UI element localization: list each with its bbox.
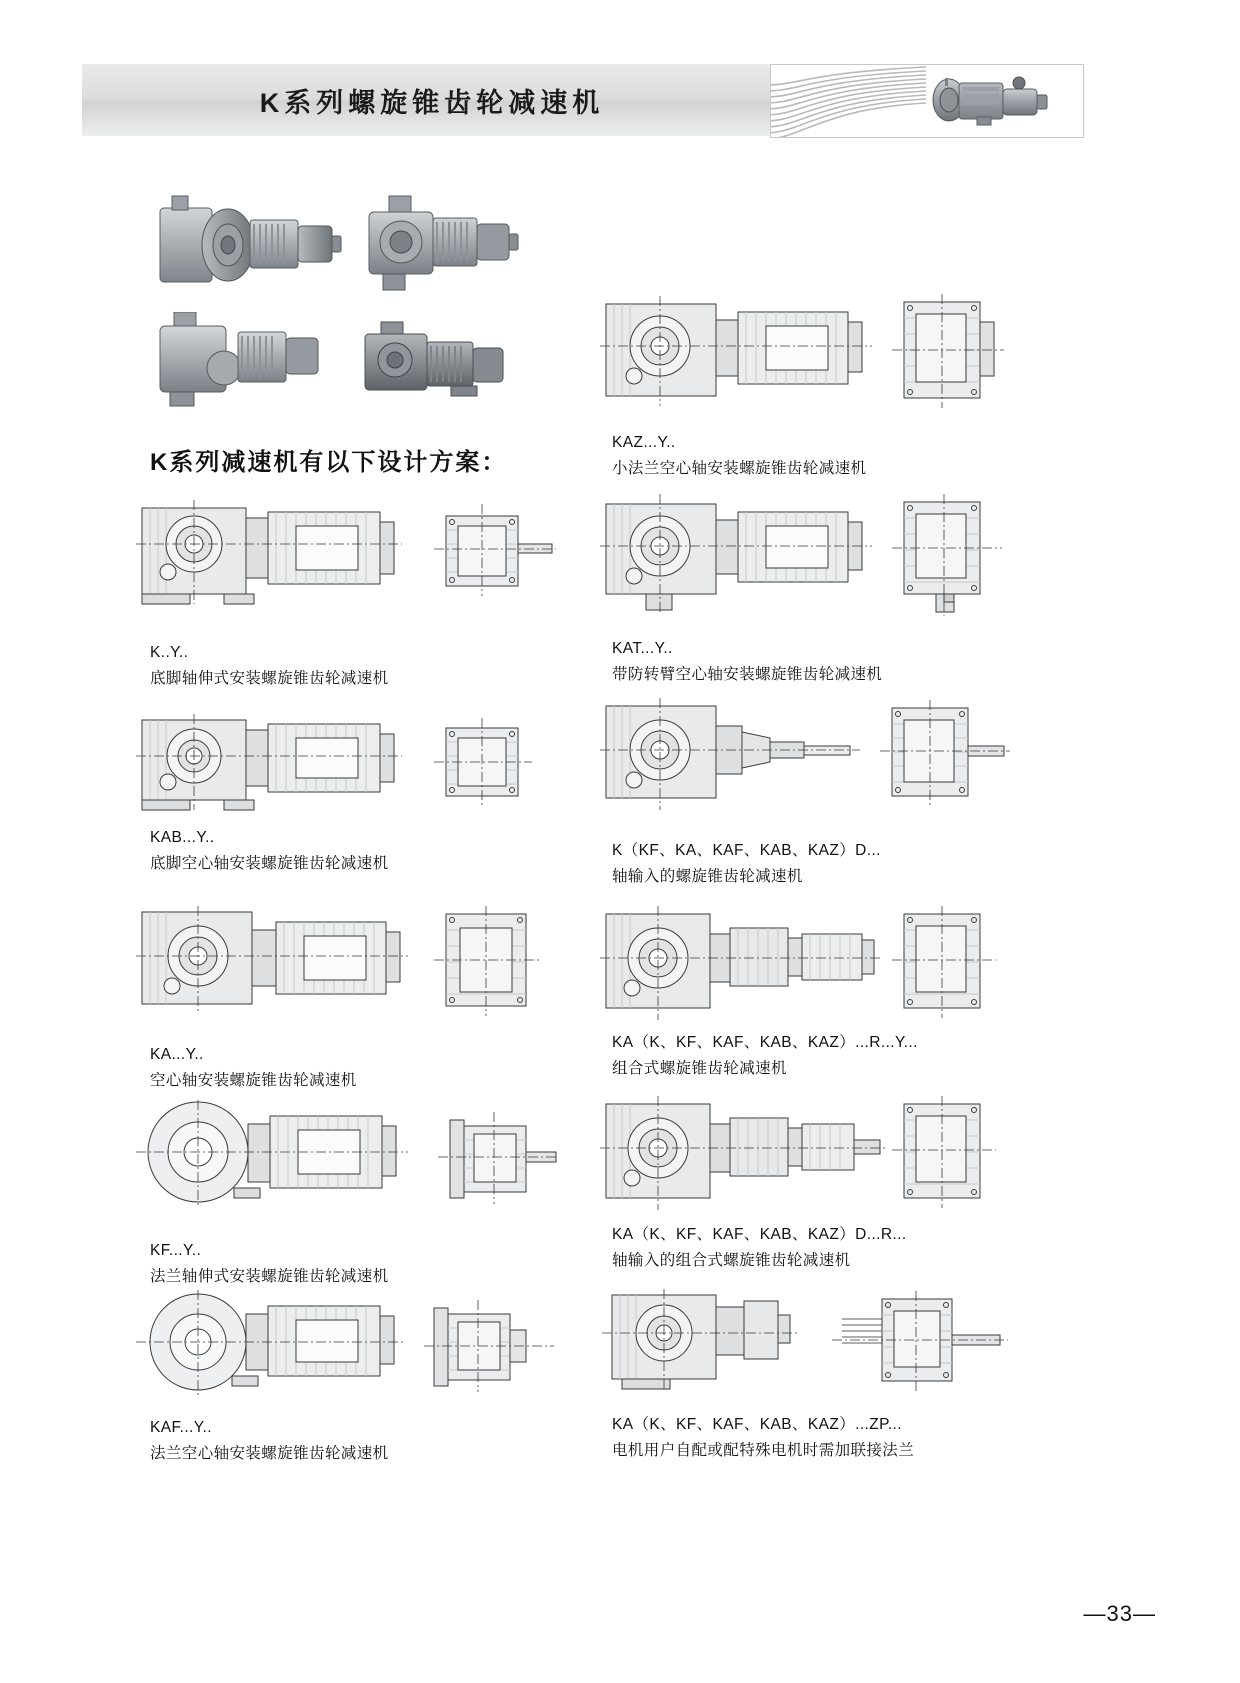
code-k-y: K..Y.. xyxy=(150,644,189,661)
photo-kab-unit xyxy=(355,312,555,420)
page-header xyxy=(82,64,1082,136)
caption-ka-y xyxy=(150,1042,357,1094)
gearbox-photo-icon xyxy=(919,69,1069,133)
figure-ka-r-y xyxy=(592,900,1012,1030)
caption-ka-r-y xyxy=(612,1030,918,1082)
desc-kf-y: 法兰轴伸式安装螺旋锥齿轮减速机 xyxy=(150,1268,389,1285)
figure-kab-y xyxy=(128,710,558,822)
caption-kaf-y xyxy=(150,1415,389,1467)
figure-ka-d-r xyxy=(592,1090,1012,1220)
code-kat-y: KAT...Y.. xyxy=(612,640,673,657)
figure-k-y xyxy=(128,492,558,618)
header-swoosh-panel xyxy=(770,64,1084,138)
desc-ka-d-r: 轴输入的组合式螺旋锥齿轮减速机 xyxy=(612,1252,851,1269)
photo-kaf-unit xyxy=(150,190,350,300)
caption-kf-y xyxy=(150,1238,389,1290)
code-kf-y: KF...Y.. xyxy=(150,1242,202,1259)
code-ka-d-r: KA（K、KF、KAF、KAB、KAZ）D...R... xyxy=(612,1226,907,1243)
figure-k-d xyxy=(592,692,1012,818)
page-title: K系列螺旋锥齿轮减速机 xyxy=(259,87,605,118)
photo-ka-unit xyxy=(150,312,350,420)
desc-ka-y: 空心轴安装螺旋锥齿轮减速机 xyxy=(150,1072,357,1089)
caption-kaz-y xyxy=(612,430,866,482)
caption-ka-zp xyxy=(612,1412,914,1464)
figure-kat-y xyxy=(592,490,1012,620)
desc-k-y: 底脚轴伸式安装螺旋锥齿轮减速机 xyxy=(150,670,389,687)
figure-kaf-y xyxy=(128,1290,558,1406)
code-ka-r-y: KA（K、KF、KAF、KAB、KAZ）...R...Y... xyxy=(612,1034,918,1051)
caption-kab-y xyxy=(150,825,389,877)
caption-k-y xyxy=(150,640,389,692)
code-kab-y: KAB...Y.. xyxy=(150,829,215,846)
figure-ka-zp xyxy=(592,1285,1012,1407)
code-kaf-y: KAF...Y.. xyxy=(150,1419,212,1436)
caption-ka-d-r xyxy=(612,1222,907,1274)
page-number: —33— xyxy=(1083,1601,1156,1626)
product-photo-grid xyxy=(150,190,570,420)
desc-kaf-y: 法兰空心轴安装螺旋锥齿轮减速机 xyxy=(150,1445,389,1462)
code-k-d: K（KF、KA、KAF、KAB、KAZ）D... xyxy=(612,842,881,859)
swoosh-lines-icon xyxy=(770,64,931,138)
figure-kaz-y xyxy=(592,288,1012,418)
desc-k-d: 轴输入的螺旋锥齿轮减速机 xyxy=(612,868,803,885)
photo-k-unit xyxy=(355,190,555,300)
desc-ka-zp: 电机用户自配或配特殊电机时需加联接法兰 xyxy=(612,1442,915,1459)
desc-kat-y: 带防转臂空心轴安装螺旋锥齿轮减速机 xyxy=(612,666,883,683)
desc-ka-r-y: 组合式螺旋锥齿轮减速机 xyxy=(612,1060,787,1077)
figure-kf-y xyxy=(128,1100,558,1218)
figure-ka-y xyxy=(128,900,558,1026)
caption-k-d xyxy=(612,838,881,890)
code-ka-y: KA...Y.. xyxy=(150,1046,204,1063)
code-ka-zp: KA（K、KF、KAF、KAB、KAZ）...ZP... xyxy=(612,1416,902,1433)
desc-kaz-y: 小法兰空心轴安装螺旋锥齿轮减速机 xyxy=(612,460,867,477)
desc-kab-y: 底脚空心轴安装螺旋锥齿轮减速机 xyxy=(150,855,389,872)
caption-kat-y xyxy=(612,636,882,688)
code-kaz-y: KAZ...Y.. xyxy=(612,434,676,451)
section-heading: K系列减速机有以下设计方案： xyxy=(150,449,508,476)
